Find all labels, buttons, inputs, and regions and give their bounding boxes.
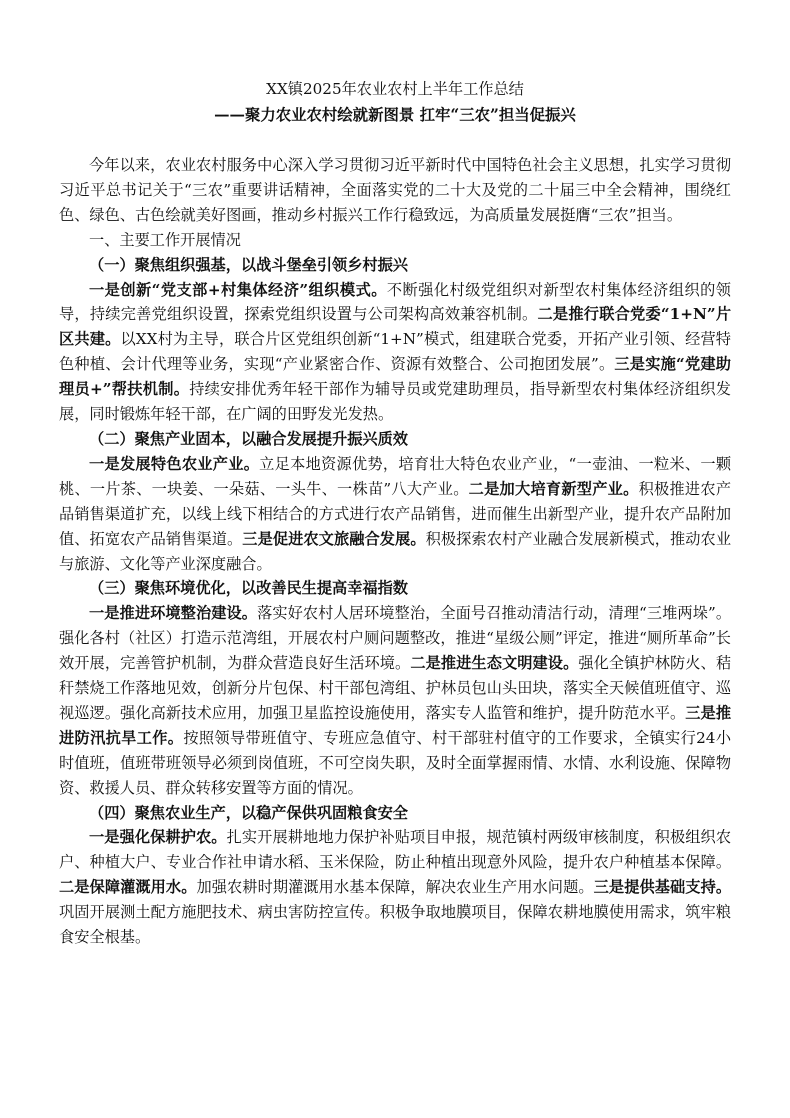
point-3-title: 三是推进防汛抗旱工作。 <box>59 703 732 747</box>
point-1-title: 一是发展特色农业产业。 <box>89 454 260 473</box>
point-3-title: 三是实施“党建助理员+”帮扶机制。 <box>59 355 731 399</box>
subsection-heading-3: （三）聚焦环境优化，以改善民生提高幸福指数 <box>89 579 408 598</box>
point-1-text: 立足本地资源优势，培育壮大特色农业产业，“一壶油、一粒米、一颗桃、一片茶、一块姜、一朵菇、一头牛、一株苗”八大产业。 <box>59 454 732 498</box>
point-1-text: 落实好农村人居环境整治，全面号召推动清洁行动，清理“三堆两垛”。强化各村（社区）打造示范湾组，开展农村户厕问题整改，推进“星级公厕”评定，推进“厕所革命”长效开展，完善管护机制，为群众营造良好生活环境。 <box>59 604 732 673</box>
document-subtitle: ——聚力农业农村绘就新图景 扛牢“三农”担当促振兴 <box>214 106 576 124</box>
subsection-heading-1: （一）聚焦组织强基，以战斗堡垒引领乡村振兴 <box>89 255 408 274</box>
point-2-title: 二是加大培育新型产业。 <box>468 479 639 498</box>
subsection-1-paragraph <box>59 278 731 427</box>
point-3-title: 三是促进农文旅融合发展。 <box>242 529 426 548</box>
subsection-4-paragraph <box>59 825 731 950</box>
point-1-text: 扎实开展耕地地力保护补贴项目申报，规范镇村两级审核制度，积极组织农户、种植大户、专业合作社申请水稻、玉米保险，防止种植出现意外风险，提升农户种植基本保障。 <box>59 828 732 872</box>
subsection-2-paragraph <box>59 452 731 577</box>
point-1-text: 不断强化村级党组织对新型农村集体经济组织的领导，持续完善党组织设置，探索党组织设置与公司架构高效兼容机制。 <box>59 280 731 324</box>
title-spacer <box>59 127 731 153</box>
section-heading-1: 一、主要工作开展情况 <box>89 230 241 249</box>
document-title: XX镇2025年农业农村上半年工作总结 <box>266 80 524 98</box>
point-2-text: 积极推进农产品销售渠道扩充，以线上线下相结合的方式进行农产品销售，进而催生出新型产业，提升农产品附加值、拓宽农产品销售渠道。 <box>59 479 732 548</box>
subsection-3-paragraph <box>59 601 731 800</box>
document-page <box>59 68 731 950</box>
point-3-title: 三是提供基础支持。 <box>593 878 732 897</box>
subsection-heading-2: （二）聚焦产业固本，以融合发展提升振兴质效 <box>89 429 408 448</box>
point-2-title: 二是保障灌溉用水。 <box>59 878 197 897</box>
intro-paragraph: 今年以来，农业农村服务中心深入学习贯彻习近平新时代中国特色社会主义思想，扎实学习贯彻习近平总书记关于“三农”重要讲话精神，全面落实党的二十大及党的二十届三中全会精神，围绕红色、绿色、古色绘就美好图画，推动乡村振兴工作行稳致远，为高质量发展挺膺“三农”担当。 <box>59 156 731 224</box>
point-1-title: 一是推进环境整治建设。 <box>89 604 258 623</box>
point-2-text: 以XX村为主导，联合片区党组织创新“1+N”模式，组建联合党委，开拓产业引领、经营特色种植、会计代理等业务，实现“产业紧密合作、资源有效整合、公司抱团发展”。 <box>59 330 731 374</box>
point-2-text: 加强农耕时期灌溉用水基本保障，解决农业生产用水问题。 <box>196 878 594 897</box>
point-3-text: 巩固开展测土配方施肥技术、病虫害防控宣传。积极争取地膜项目，保障农耕地膜使用需求，筑牢粮食安全根基。 <box>59 903 731 947</box>
point-2-title: 二是推进生态文明建设。 <box>410 654 579 673</box>
point-1-title: 一是创新“党支部+村集体经济”组织模式。 <box>89 280 387 299</box>
point-2-title: 二是推行联合党委“1+N”片区共建。 <box>59 305 732 349</box>
subsection-heading-4: （四）聚焦农业生产，以稳产保供巩固粮食安全 <box>89 803 408 822</box>
point-3-text: 按照领导带班值守、专班应急值守、村干部驻村值守的工作要求，全镇实行24小时值班，值班带班领导必须到岗值班，不可空岗失职，及时全面掌握雨情、水情、水利设施、保障物资、救援人员、群众转移安置等方面的情况。 <box>59 728 732 797</box>
point-2-text: 强化全镇护林防火、秸秆禁烧工作落地见效，创新分片包保、村干部包湾组、护林员包山头田块，落实全天候值班值守、巡视巡逻。强化高新技术应用，加强卫星监控设施使用，落实专人监管和维护，提升防范水平。 <box>59 654 732 722</box>
point-3-text: 持续安排优秀年轻干部作为辅导员或党建助理员，指导新型农村集体经济组织发展，同时锻炼年轻干部，在广阔的田野发光发热。 <box>59 380 731 424</box>
point-3-text: 积极探索农村产业融合发展新模式，推动农业与旅游、文化等产业深度融合。 <box>59 529 732 573</box>
point-1-title: 一是强化保耕护农。 <box>89 828 227 847</box>
